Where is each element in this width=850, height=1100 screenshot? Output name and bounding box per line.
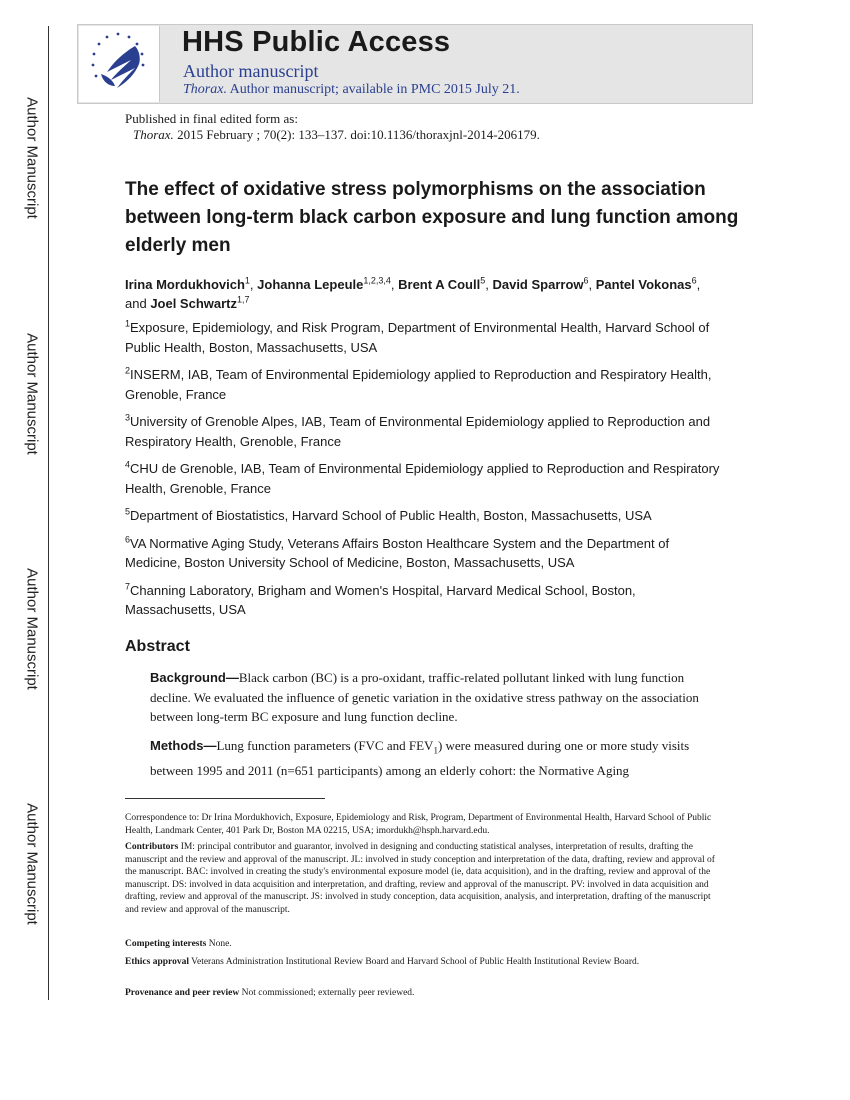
- footnote-ethics: Ethics approval Veterans Administration Institutional Review Board and Harvard School of Public Health Institutional Review Board.: [125, 957, 640, 967]
- side-label: Author Manuscript: [23, 97, 41, 219]
- affiliation: $^2$INSERM, IAB, Team of Environmental Epidemiology applied to Reproduction and Respiratory Health, Grenoble, France: [125, 365, 712, 402]
- abstract-background: Background—Black carbon (BC) is a pro-oxidant, traffic-related pollutant linked with lung function decline. We evaluated the influence of genetic variation in the oxidative stress pathway on the association between long-term BC exposure and lung function decline.: [150, 670, 699, 724]
- author: Joel Schwartz$^{1,7}$: [150, 294, 250, 311]
- affiliation: $^5$Department of Biostatistics, Harvard School of Public Health, Boston, Massachusetts, USA: [125, 506, 652, 523]
- abstract-heading: Abstract: [125, 638, 190, 655]
- side-label: Author Manuscript: [23, 568, 41, 690]
- affiliation: $^1$Exposure, Epidemiology, and Risk Program, Department of Environmental Health, Harvard School of Public Health, Boston, Massachusetts, USA: [125, 318, 710, 355]
- footnote-contributors: Contributors IM: principal contributor and guarantor, involved in designing and conducting statistical analyses, interpretation of results, drafting the manuscript and the review and approval of the manuscript. JL: involved in study conception and interpretation of the data, drafting, review and approval of the manuscript. BAC: involved in creating the study's environmental exposure model (ie, data acquisition), and in the drafting, review and approval of the manuscript. DS: involved in data acquisition and interpretation, and drafting, review and approval of the manuscript. PV: involved in data acquisition and drafting, review and approval of the manuscript. JS: involved in study conception, data acquisition, analysis, and interpretation, drafting of the manuscript and review and approval of the manuscript.: [125, 842, 715, 915]
- affiliation: $^6$VA Normative Aging Study, Veterans Affairs Boston Healthcare System and the Department of Medicine, Boston University School of Medicine, Boston, Massachusetts, USA: [125, 534, 670, 570]
- side-label: Author Manuscript: [23, 803, 41, 925]
- article-title: The effect of oxidative stress polymorphisms on the association between long-term black carbon exposure and lung function among elderly men: [125, 179, 739, 256]
- margin-rule: [48, 26, 49, 1000]
- affiliation: $^3$University of Grenoble Alpes, IAB, Team of Environmental Epidemiology applied to Reproduction and Respiratory Health, Grenoble, France: [125, 412, 711, 449]
- affiliation: $^7$Channing Laboratory, Brigham and Women's Hospital, Harvard Medical School, Boston, Massachusetts, USA: [125, 581, 636, 617]
- citation: Thorax. 2015 February ; 70(2): 133–137. doi:10.1136/thoraxjnl-2014-206179.: [133, 127, 540, 142]
- published-label: Published in final edited form as:: [125, 111, 298, 126]
- author: Johanna Lepeule$^{1,2,3,4}$,: [257, 275, 399, 292]
- header-subtitle: Author manuscript: [183, 61, 319, 81]
- author: Irina Mordukhovich$^1$,: [125, 275, 258, 292]
- header-availability: Thorax. Author manuscript; available in PMC 2015 July 21.: [183, 82, 520, 97]
- author: Brent A Coull$^5$,: [398, 275, 493, 292]
- abstract-methods: Methods—Lung function parameters (FVC and $FEV_1$) were measured during one or more study visits between 1995 and 2011 (n=651 participants) among an elderly cohort: the Normative Aging: [150, 738, 690, 779]
- affiliation: $^4$CHU de Grenoble, IAB, Team of Environmental Epidemiology applied to Reproduction and Respiratory Health, Grenoble, France: [125, 459, 720, 496]
- author: Pantel Vokonas$^6$, and: [125, 275, 701, 311]
- footnote-correspondence: Correspondence to: Dr Irina Mordukhovich, Exposure, Epidemiology and Risk, Program, Department of Environmental Health, Harvard School of Public Health, Landmark Center, 401 Park Dr, Boston MA 02215, USA; imordukh@hsph.harvard.edu.: [125, 813, 712, 836]
- side-label: Author Manuscript: [23, 333, 41, 455]
- author: David Sparrow$^6$,: [492, 275, 596, 292]
- header-title: HHS Public Access: [182, 26, 451, 58]
- author-list: [125, 275, 725, 313]
- footnote-competing: Competing interests None.: [125, 939, 232, 949]
- affiliations: [125, 318, 725, 628]
- hhs-logo: [79, 26, 160, 102]
- footnote-rule: [125, 798, 325, 799]
- footnote-provenance: Provenance and peer review Not commissioned; externally peer reviewed.: [125, 988, 415, 998]
- hhs-eagle-icon: [85, 30, 151, 96]
